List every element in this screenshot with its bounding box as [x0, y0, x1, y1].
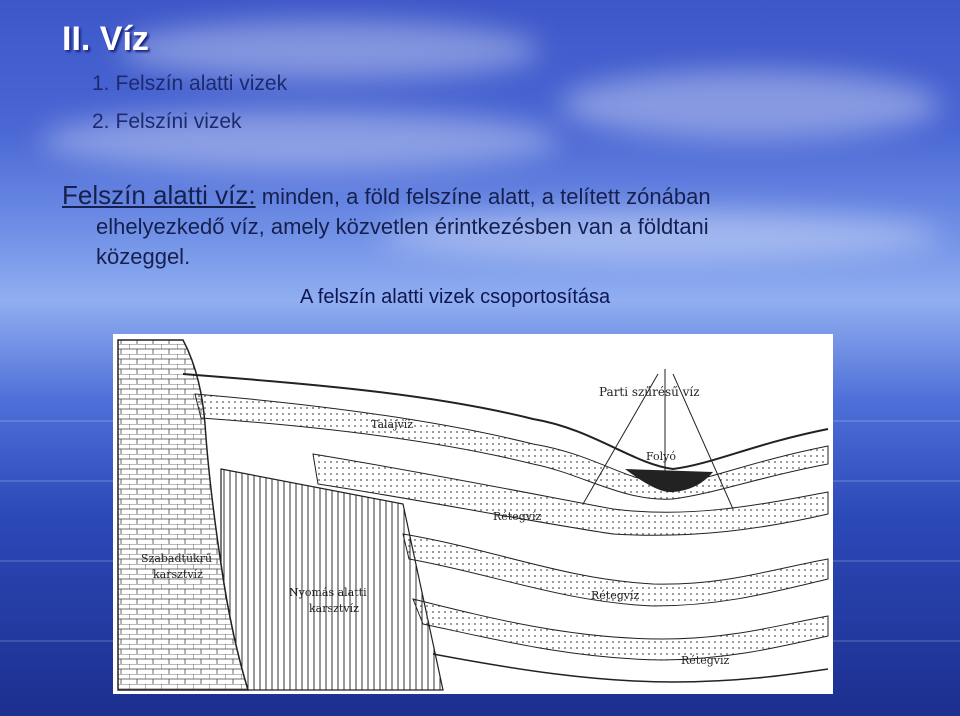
label-retegviz-1: Rétegvíz	[493, 510, 542, 523]
label-nyomas-karszt: karsztvíz	[309, 602, 359, 615]
slide-title: II. Víz	[62, 20, 149, 58]
label-retegviz-2: Rétegvíz	[591, 589, 640, 602]
definition-text: minden, a föld felszíne alatt, a telített zónában	[255, 184, 711, 209]
groundwater-diagram-svg	[113, 334, 833, 694]
label-folyo: Folyó	[646, 450, 677, 463]
label-talajviz: Talajvíz	[371, 418, 414, 431]
confined-karst-block	[221, 469, 443, 690]
aquifer-layer-3	[413, 599, 828, 660]
label-retegviz-3: Rétegvíz	[681, 654, 730, 667]
label-szabadtukru-karszt: karsztvíz	[153, 568, 203, 581]
label-parti: Parti szűrésű víz	[599, 385, 700, 399]
toc-item-1	[92, 72, 287, 96]
definition-text: közeggel.	[96, 244, 191, 269]
label-nyomas-alatti: Nyomás alatti	[289, 586, 367, 599]
sky-cloud	[120, 20, 540, 80]
toc-label: Felszín alatti vizek	[115, 72, 288, 95]
label-szabadtukru: Szabadtükrű	[141, 552, 213, 565]
definition-text: elhelyezkedő víz, amely közvetlen érintkezésben van a földtani	[96, 214, 709, 239]
toc-item-2	[92, 110, 242, 134]
groundwater-diagram	[113, 334, 833, 694]
definition-paragraph	[62, 180, 922, 272]
toc-number: 1.	[92, 72, 110, 95]
figure-caption: A felszín alatti vizek csoportosítása	[300, 286, 611, 308]
definition-term: Felszín alatti víz:	[62, 180, 256, 210]
sky-cloud	[560, 70, 940, 140]
toc-number: 2.	[92, 110, 110, 133]
toc-label: Felszíni vizek	[115, 110, 242, 133]
